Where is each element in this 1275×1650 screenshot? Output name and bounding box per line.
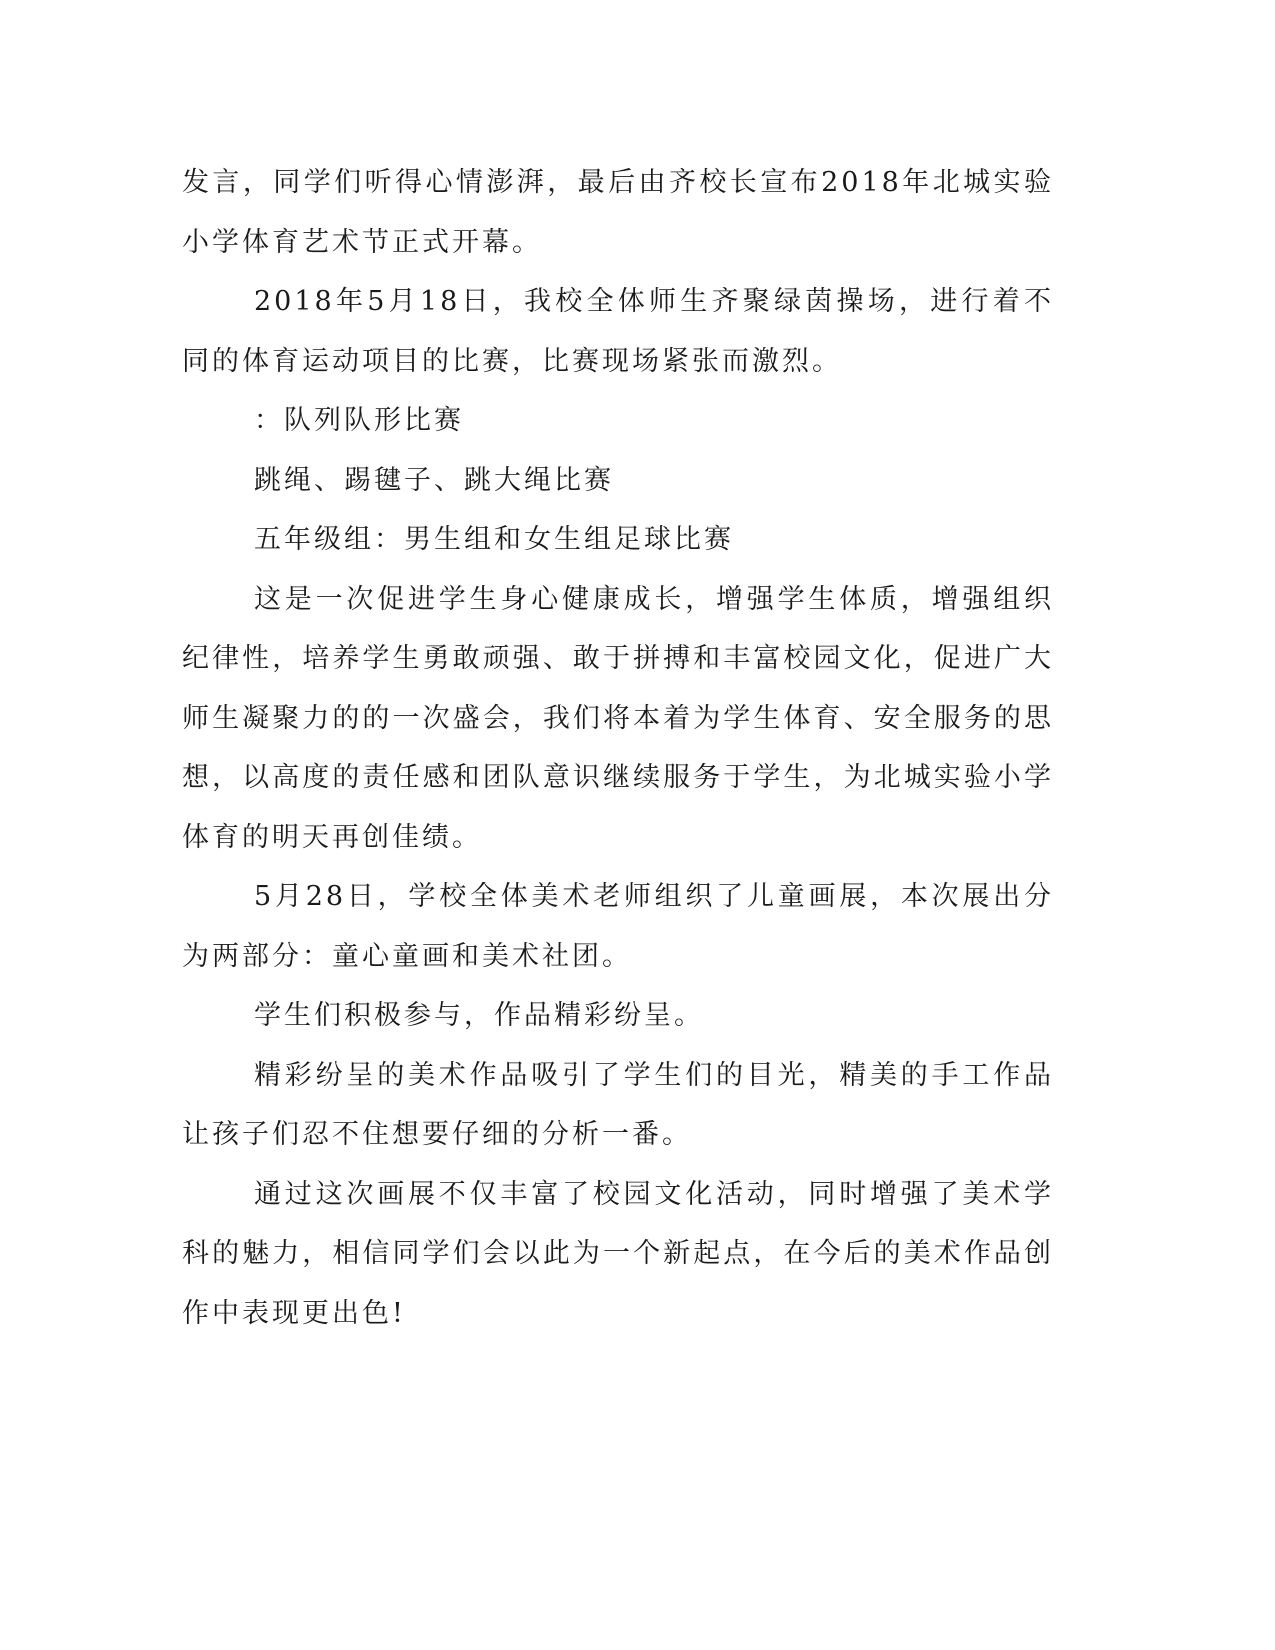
paragraph-conclusion: 通过这次画展不仅丰富了校园文化活动，同时增强了美术学科的魅力，相信同学们会以此为一个新起点，在今后的美术作品创作中表现更出色! — [182, 1178, 1054, 1329]
paragraph-artwork-attraction: 精彩纷呈的美术作品吸引了学生们的目光，精美的手工作品让孩子们忍不住想要仔细的分析一番。 — [182, 1059, 1054, 1150]
paragraph-event-significance: 这是一次促进学生身心健康成长，增强学生体质，增强组织纪律性，培养学生勇敢顽强、敢于拼搏和丰富校园文化，促进广大师生凝聚力的的一次盛会，我们将本着为学生体育、安全服务的思想，以高度的责任感和团队意识继续服务于学生，为北城实验小学体育的明天再创佳绩。 — [182, 583, 1054, 853]
paragraph-art-exhibition: 5月28日，学校全体美术老师组织了儿童画展，本次展出分为两部分：童心童画和美术社团。 — [182, 881, 1054, 972]
document-body — [182, 153, 1054, 1343]
paragraph-formation-contest: ：队列队形比赛 — [254, 405, 464, 436]
paragraph-rope-shuttlecock: 跳绳、踢毽子、跳大绳比赛 — [254, 464, 614, 496]
paragraph-opening-continuation: 发言，同学们听得心情澎湃，最后由齐校长宣布2018年北城实验小学体育艺术节正式开幕。 — [182, 167, 1054, 258]
paragraph-sports-day: 2018年5月18日，我校全体师生齐聚绿茵操场，进行着不同的体育运动项目的比赛，比赛现场紧张而激烈。 — [182, 286, 1054, 377]
paragraph-student-participation: 学生们积极参与，作品精彩纷呈。 — [254, 1000, 704, 1031]
paragraph-grade-five-football: 五年级组：男生组和女生组足球比赛 — [254, 524, 734, 555]
